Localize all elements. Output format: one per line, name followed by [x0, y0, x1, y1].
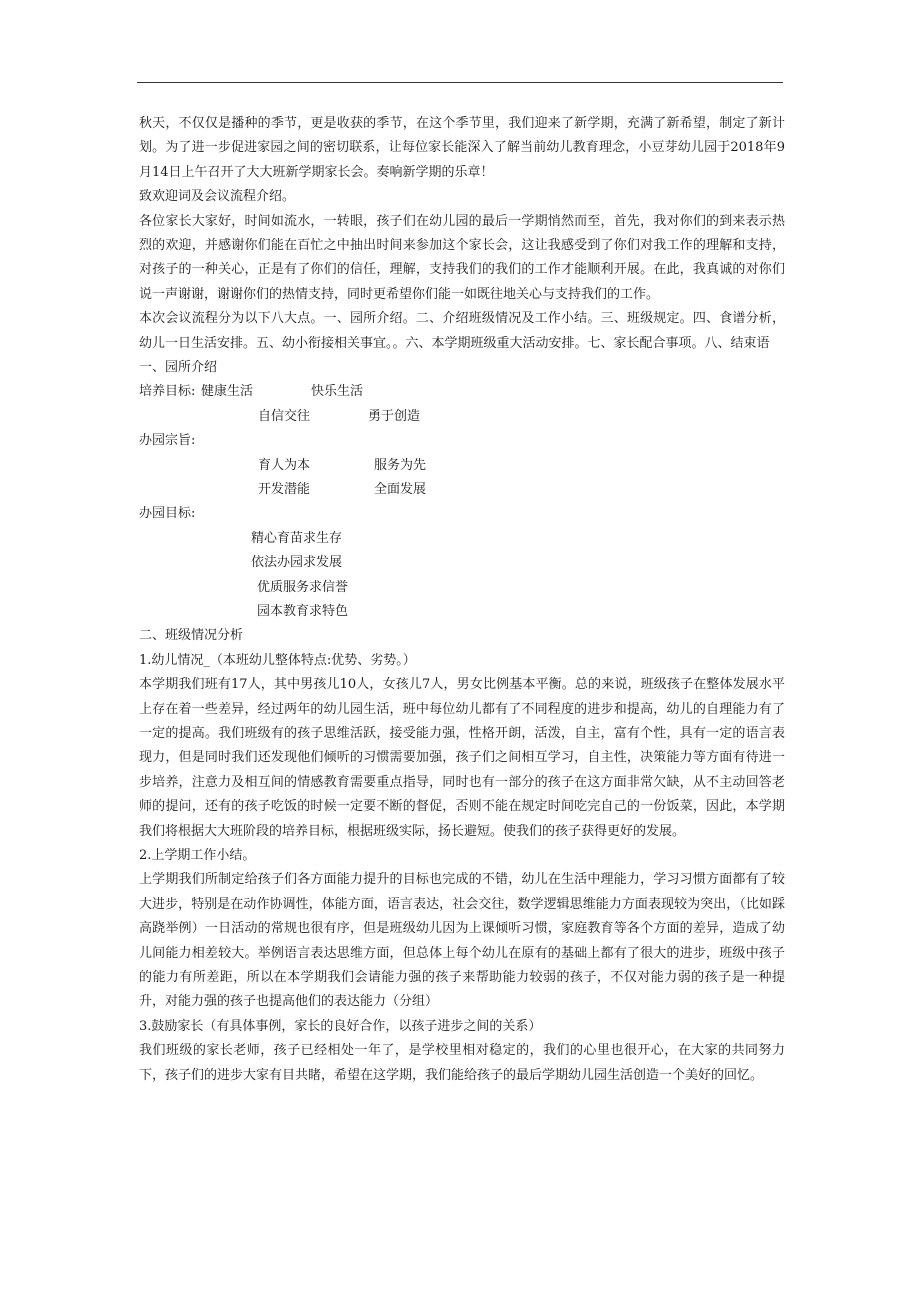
subsection-title: 2.上学期工作小结。	[139, 848, 256, 864]
goal-item: 勇于创造	[368, 408, 421, 424]
subsection-title: 1.幼儿情况_（本班幼儿整体特点:优势、劣势。）	[139, 652, 416, 668]
section-heading: 二、班级情况分析	[139, 628, 244, 644]
section-heading: 一、园所介绍	[139, 360, 218, 376]
meeting-agenda: 本次会议流程分为以下八大点。一、园所介绍。二、介绍班级情况及工作小结。三、班级规定。四、食谱分析，幼儿一日生活安排。五、幼小衔接相关事宜。。六、本学期班级重大活动安排。七、家长配合事项。八、结束语	[139, 311, 785, 351]
aims-row	[139, 551, 785, 575]
aim-item: 精心育苗求生存	[251, 530, 343, 546]
goal-item: 健康生活	[201, 384, 254, 400]
welcome-speech: 各位家长大家好，时间如流水，一转眼，孩子们在幼儿园的最后一学期悄然而至，首先，我对你们的到来表示热烈的欢迎，并感谢你们能在百忙之中抽出时间来参加这个家长会，这让我感受到了你们对我工作的理解和支持，对孩子的一种关心，正是有了你们的信任，理解，支持我们的我们的工作才能顺利开展。在此，我真诚的对你们说一声谢谢，谢谢你们的热情支持，同时更希望你们能一如既往地关心与支持我们的工作。	[139, 213, 785, 302]
aim-item: 园本教育求特色	[257, 603, 349, 619]
aim-item: 依法办园求发展	[251, 555, 343, 571]
header-rule	[137, 82, 783, 83]
welcome-line: 致欢迎词及会议流程介绍。	[139, 189, 296, 205]
tenet-item: 育人为本	[258, 457, 311, 473]
tenet-item: 服务为先	[374, 457, 427, 473]
goals-label: 培养目标:	[139, 384, 196, 400]
goals-row-1	[139, 380, 785, 404]
aims-row	[139, 600, 785, 624]
aims-label: 办园目标:	[139, 506, 196, 522]
tenet-row-2	[139, 478, 785, 502]
goal-item: 自信交往	[258, 408, 311, 424]
aim-item: 优质服务求信誉	[257, 579, 349, 595]
aims-row	[139, 527, 785, 551]
tenet-label: 办园宗旨:	[139, 433, 196, 449]
goals-row-2	[139, 405, 785, 429]
parents-encouragement: 我们班级的家长老师，孩子已经相处一年了，是学校里相对稳定的，我们的心里也很开心，在大家的共同努力下，孩子们的进步大家有目共睹，希望在这学期，我们能给孩子的最后学期幼儿园生活创造一个美好的回忆。	[139, 1043, 785, 1083]
subsection-title: 3.鼓励家长（有具体事例，家长的良好合作，以孩子进步之间的关系）	[139, 1018, 542, 1034]
tenet-row-1	[139, 454, 785, 478]
children-overview: 本学期我们班有17人，其中男孩儿10人，女孩儿7人，男女比例基本平衡。总的来说，班级孩子在整体发展水平上存在着一些差异，经过两年的幼儿园生活，班中每位幼儿都有了不同程度的进步和提高，幼儿的自理能力有了一定的提高。我们班级有的孩子思维活跃，接受能力强，性格开朗，活泼，自主，富有个性，具有一定的语言表现力，但是同时我们还发现他们倾听的习惯需要加强，孩子们之间相互学习，自主性，决策能力等方面有待进一步培养，注意力及相互间的情感教育需要重点指导，同时也有一部分的孩子在这方面非常欠缺，从不主动回答老师的提问，还有的孩子吃饭的时候一定要不断的督促，否则不能在规定时间吃完自己的一份饭菜，因此，本学期我们将根据大大班阶段的培养目标，根据班级实际，扬长避短。使我们的孩子获得更好的发展。	[139, 677, 785, 839]
tenet-label-row	[139, 429, 785, 453]
intro-paragraph: 秋天，不仅仅是播种的季节，更是收获的季节，在这个季节里，我们迎来了新学期，充满了新希望，制定了新计划。为了进一步促进家园之间的密切联系，让每位家长能深入了解当前幼儿教育理念，小豆芽幼儿园于2018年9月14日上午召开了大大班新学期家长会。奏响新学期的乐章！	[139, 116, 785, 180]
document-body	[139, 112, 785, 1088]
last-term-summary: 上学期我们所制定给孩子们各方面能力提升的目标也完成的不错，幼儿在生活中理能力，学习习惯方面都有了较大进步，特别是在动作协调性，体能方面，语言表达，社会交往，数学逻辑思维能力方面表现较为突出，（比如踩高跷举例）一日活动的常规也很有序，但是班级幼儿因为上课倾听习惯，家庭教育等各个方面的差异，造成了幼儿间能力相差较大。举例语言表达思维方面，但总体上每个幼儿在原有的基础上都有了很大的进步，班级中孩子的能力有所差距，所以在本学期我们会请能力强的孩子来帮助能力较弱的孩子，不仅对能力弱的孩子是一种提升，对能力强的孩子也提高他们的表达能力（分组）	[139, 872, 785, 1010]
tenet-item: 开发潜能	[258, 482, 311, 498]
tenet-item: 全面发展	[374, 482, 427, 498]
goal-item: 快乐生活	[311, 384, 364, 400]
aims-row	[139, 576, 785, 600]
aims-label-row	[139, 502, 785, 526]
